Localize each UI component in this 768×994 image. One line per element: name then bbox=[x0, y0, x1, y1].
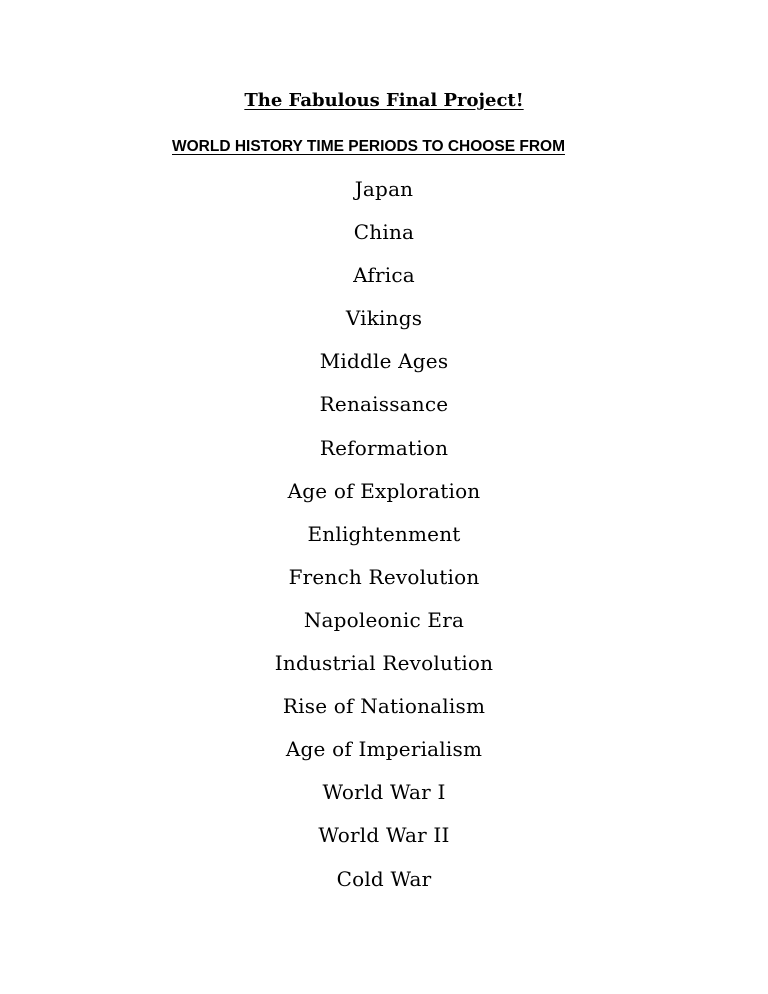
period-item: Industrial Revolution bbox=[274, 651, 494, 676]
period-item: Middle Ages bbox=[319, 349, 449, 374]
period-item: World War I bbox=[322, 780, 446, 805]
period-item: Enlightenment bbox=[307, 521, 461, 546]
period-item: China bbox=[353, 220, 415, 245]
period-item: Age of Exploration bbox=[287, 478, 481, 503]
document-subtitle: WORLD HISTORY TIME PERIODS TO CHOOSE FROM bbox=[172, 138, 565, 155]
period-item: Cold War bbox=[336, 866, 432, 891]
period-item: Vikings bbox=[345, 306, 423, 331]
time-period-list bbox=[0, 173, 768, 906]
period-item: Renaissance bbox=[319, 392, 449, 417]
period-item: Rise of Nationalism bbox=[282, 694, 486, 719]
period-item: Africa bbox=[353, 263, 415, 288]
period-item: World War II bbox=[318, 823, 450, 848]
period-item: Japan bbox=[354, 177, 414, 201]
period-item: French Revolution bbox=[288, 564, 480, 589]
document-title: The Fabulous Final Project! bbox=[244, 90, 524, 111]
period-item: Reformation bbox=[319, 435, 449, 460]
period-item: Age of Imperialism bbox=[285, 737, 483, 762]
period-item: Napoleonic Era bbox=[303, 607, 465, 632]
